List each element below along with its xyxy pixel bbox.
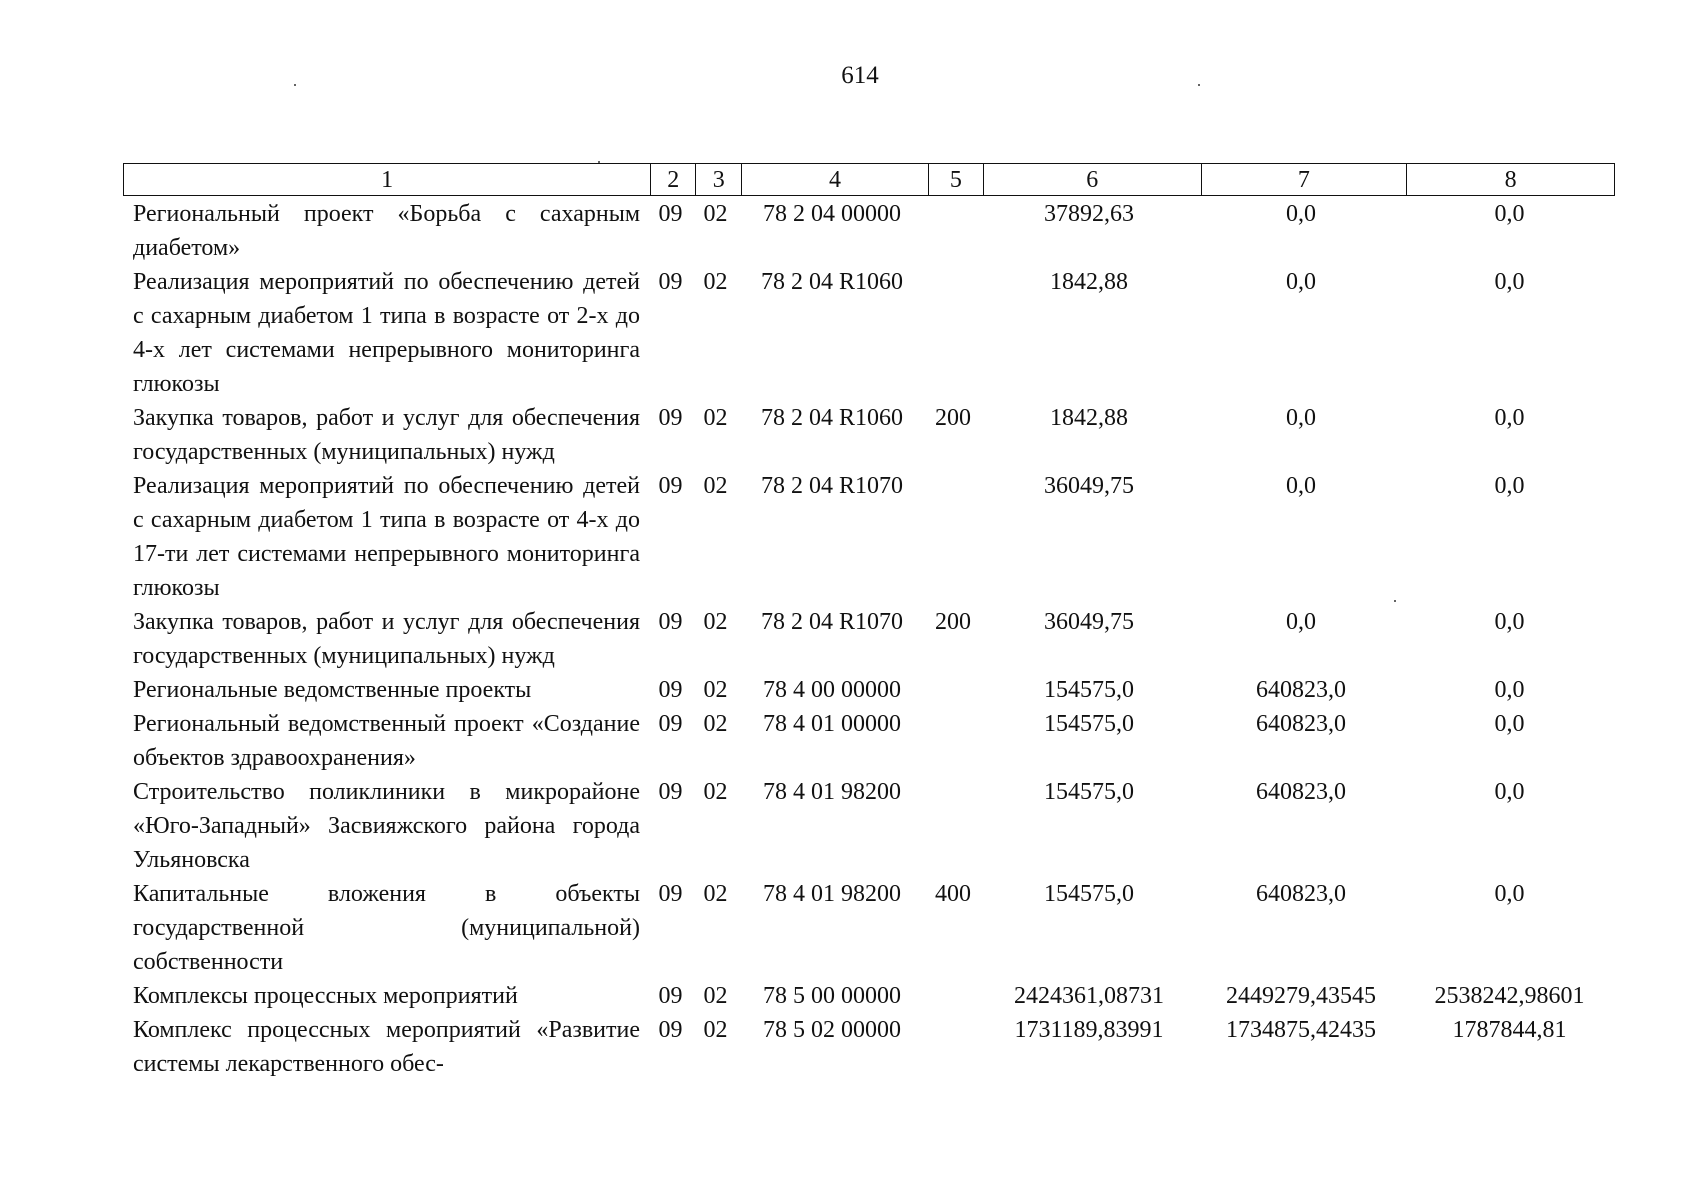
row-section: 09 — [658, 1017, 683, 1043]
header-col-2: 2 — [651, 164, 696, 195]
row-expense-type — [926, 197, 980, 265]
row-amount-8: 0,0 — [1494, 677, 1525, 703]
header-col-1: 1 — [124, 164, 651, 195]
table-body — [123, 197, 1615, 1081]
row-section: 09 — [658, 609, 683, 635]
header-col-5: 5 — [929, 164, 984, 195]
row-target-code: 78 4 00 00000 — [763, 677, 901, 703]
row-section: 09 — [658, 677, 683, 703]
row-amount-6: 154575,0 — [1044, 779, 1134, 805]
row-expense-type: 200 — [935, 405, 971, 431]
table-row — [123, 707, 1615, 775]
row-subsection: 02 — [703, 473, 728, 499]
row-amount-7: 640823,0 — [1256, 711, 1346, 737]
row-amount-7: 2449279,43545 — [1226, 983, 1376, 1009]
row-subsection: 02 — [703, 677, 728, 703]
row-amount-6: 154575,0 — [1044, 677, 1134, 703]
row-amount-6: 1842,88 — [1050, 269, 1128, 295]
table-row — [123, 401, 1615, 469]
row-name: Региональный проект «Борьба с сахарным диабетом» — [133, 201, 640, 261]
row-target-code: 78 5 00 00000 — [763, 983, 901, 1009]
page-number: 614 — [841, 62, 879, 89]
row-amount-7: 1734875,42435 — [1226, 1017, 1376, 1043]
row-name: Строительство поликлиники в микрорайоне «Юго-Западный» Засвияжского района города Ульяновска — [133, 779, 640, 873]
row-amount-7: 640823,0 — [1256, 881, 1346, 907]
row-amount-7: 0,0 — [1286, 405, 1316, 431]
row-expense-type: 400 — [935, 881, 971, 907]
row-expense-type — [926, 707, 980, 775]
row-amount-6: 2424361,08731 — [1014, 983, 1164, 1009]
row-name: Региональные ведомственные проекты — [133, 677, 532, 703]
row-amount-8: 0,0 — [1494, 405, 1525, 431]
row-amount-6: 36049,75 — [1044, 473, 1134, 499]
row-amount-8: 0,0 — [1494, 473, 1525, 499]
row-expense-type — [926, 469, 980, 605]
header-col-6: 6 — [984, 164, 1202, 195]
row-subsection: 02 — [703, 201, 728, 227]
table-row — [123, 197, 1615, 265]
row-target-code: 78 4 01 00000 — [763, 711, 901, 737]
row-subsection: 02 — [703, 1017, 728, 1043]
row-target-code: 78 2 04 R1070 — [760, 473, 903, 499]
row-amount-8: 0,0 — [1494, 711, 1525, 737]
row-amount-7: 0,0 — [1286, 609, 1316, 635]
table-row — [123, 1013, 1615, 1081]
table-row — [123, 673, 1615, 707]
row-target-code: 78 4 01 98200 — [763, 881, 901, 907]
row-section: 09 — [658, 881, 683, 907]
row-section: 09 — [658, 779, 683, 805]
row-name: Региональный ведомственный проект «Создание объектов здравоохранения» — [133, 711, 640, 771]
row-section: 09 — [658, 405, 683, 431]
row-subsection: 02 — [703, 881, 728, 907]
row-amount-7: 0,0 — [1286, 473, 1316, 499]
row-amount-7: 0,0 — [1286, 201, 1316, 227]
row-name: Комплекс процессных мероприятий «Развитие системы лекарственного обес- — [133, 1017, 640, 1077]
row-amount-8: 0,0 — [1494, 779, 1525, 805]
row-target-code: 78 2 04 R1070 — [760, 609, 903, 635]
scan-speck — [294, 84, 296, 86]
row-name: Реализация мероприятий по обеспечению детей с сахарным диабетом 1 типа в возрасте от 2-х до 4-х лет системами непрерывного мониторинга глюкозы — [133, 269, 640, 397]
row-section: 09 — [658, 201, 683, 227]
row-amount-6: 1842,88 — [1050, 405, 1128, 431]
row-amount-8: 2538242,98601 — [1434, 983, 1585, 1009]
table-row — [123, 265, 1615, 401]
row-amount-6: 36049,75 — [1044, 609, 1134, 635]
row-amount-6: 1731189,83991 — [1014, 1017, 1164, 1043]
table-row — [123, 469, 1615, 605]
row-subsection: 02 — [703, 609, 728, 635]
row-subsection: 02 — [703, 711, 728, 737]
row-expense-type: 200 — [935, 609, 971, 635]
row-subsection: 02 — [703, 269, 728, 295]
header-col-3: 3 — [696, 164, 742, 195]
row-name: Капитальные вложения в объекты государственной (муниципальной) собственности — [133, 881, 640, 975]
row-amount-6: 154575,0 — [1044, 711, 1134, 737]
row-amount-7: 0,0 — [1286, 269, 1316, 295]
row-target-code: 78 2 04 00000 — [763, 201, 901, 227]
row-expense-type — [926, 673, 980, 707]
row-amount-8: 0,0 — [1494, 269, 1525, 295]
row-amount-8: 0,0 — [1494, 201, 1525, 227]
row-section: 09 — [658, 983, 683, 1009]
row-target-code: 78 2 04 R1060 — [760, 405, 903, 431]
row-name: Закупка товаров, работ и услуг для обеспечения государственных (муниципальных) нужд — [133, 609, 640, 669]
row-amount-8: 0,0 — [1494, 609, 1525, 635]
table-row — [123, 775, 1615, 877]
scan-speck — [1198, 84, 1200, 86]
row-expense-type — [926, 265, 980, 401]
table-row — [123, 877, 1615, 979]
row-section: 09 — [658, 269, 683, 295]
row-name: Реализация мероприятий по обеспечению детей с сахарным диабетом 1 типа в возрасте от 4-х до 17-ти лет системами непрерывного мониторинга глюкозы — [133, 473, 640, 601]
row-subsection: 02 — [703, 405, 728, 431]
row-expense-type — [926, 1013, 980, 1081]
row-section: 09 — [658, 711, 683, 737]
header-col-8: 8 — [1504, 167, 1517, 193]
table-row — [123, 605, 1615, 673]
row-target-code: 78 5 02 00000 — [763, 1017, 901, 1043]
row-name: Комплексы процессных мероприятий — [133, 983, 518, 1009]
row-amount-8: 0,0 — [1494, 881, 1525, 907]
row-amount-6: 37892,63 — [1044, 201, 1134, 227]
row-amount-6: 154575,0 — [1044, 881, 1134, 907]
row-amount-8: 1787844,81 — [1452, 1017, 1567, 1043]
row-subsection: 02 — [703, 983, 728, 1009]
row-expense-type — [926, 775, 980, 877]
table-header — [123, 163, 1615, 196]
row-section: 09 — [658, 473, 683, 499]
row-amount-7: 640823,0 — [1256, 677, 1346, 703]
row-amount-7: 640823,0 — [1256, 779, 1346, 805]
row-name: Закупка товаров, работ и услуг для обеспечения государственных (муниципальных) нужд — [133, 405, 640, 465]
header-col-4: 4 — [742, 164, 929, 195]
row-subsection: 02 — [703, 779, 728, 805]
header-col-7: 7 — [1202, 164, 1408, 195]
table-row — [123, 979, 1615, 1013]
row-target-code: 78 2 04 R1060 — [760, 269, 903, 295]
row-target-code: 78 4 01 98200 — [763, 779, 901, 805]
row-expense-type — [926, 979, 980, 1013]
